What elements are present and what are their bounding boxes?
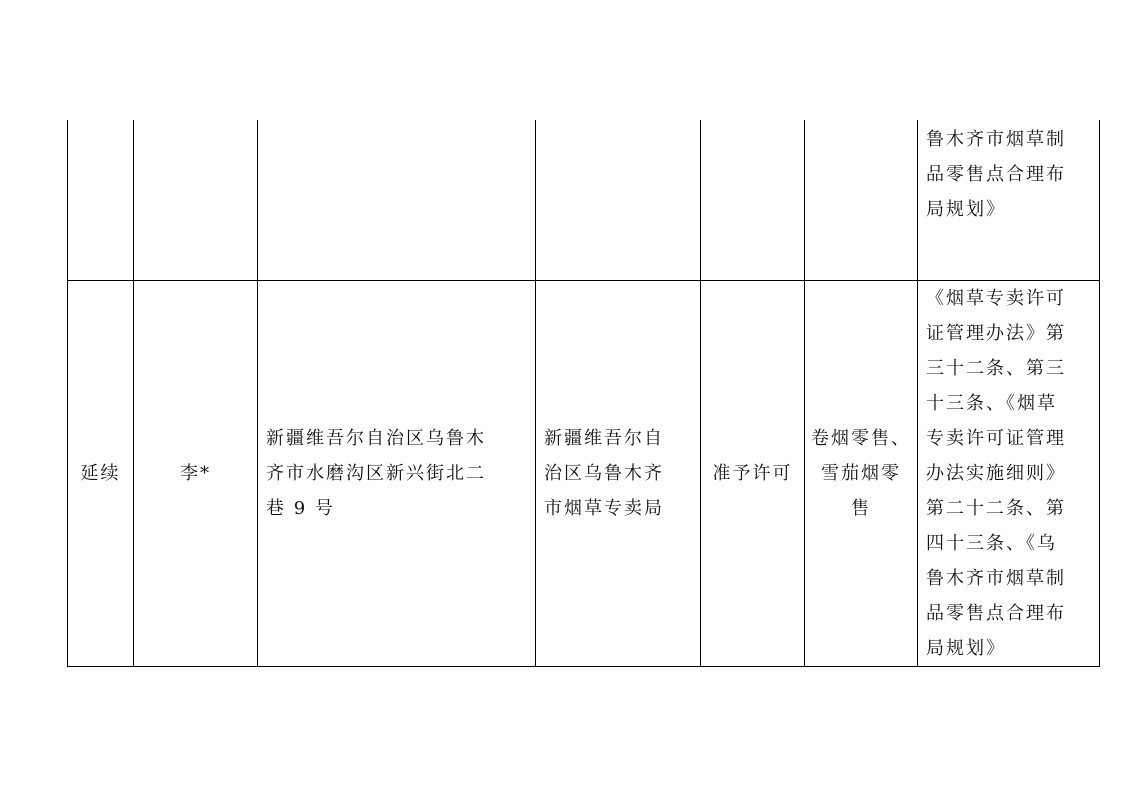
cell-basis (918, 280, 1100, 666)
basis-line: 办法实施细则》 (926, 462, 1066, 484)
cell-scope (805, 280, 918, 666)
basis-line: 证管理办法》第 (926, 322, 1066, 344)
address-line: 新疆维吾尔自治区乌鲁木 (266, 427, 486, 449)
basis-line: 品零售点合理布 (926, 602, 1066, 624)
basis-line: 局规划》 (926, 637, 1006, 659)
basis-line: 《烟草专卖许可 (926, 287, 1066, 309)
authority-line: 市烟草专卖局 (544, 497, 664, 519)
scope-line: 雪茄烟零 (821, 462, 901, 484)
cell-address (258, 280, 536, 666)
basis-line: 鲁木齐市烟草制 (926, 567, 1066, 589)
basis-line: 局规划》 (926, 199, 1006, 220)
cell-address-empty (258, 120, 536, 280)
cell-type: 延续 (68, 280, 134, 666)
cell-authority (536, 280, 701, 666)
basis-line: 三十二条、第三 (926, 357, 1066, 379)
cell-decision: 准予许可 (701, 280, 805, 666)
cell-scope-empty (805, 120, 918, 280)
cell-authority-empty (536, 120, 701, 280)
table-row (68, 280, 1100, 666)
authority-line: 新疆维吾尔自 (544, 427, 664, 449)
license-table-wrapper (67, 120, 1100, 667)
scope-line: 卷烟零售、 (811, 427, 911, 449)
basis-line: 第二十二条、第 (926, 497, 1066, 519)
basis-line: 鲁木齐市烟草制 (926, 129, 1066, 150)
basis-line: 十三条、《烟草 (926, 392, 1057, 414)
cell-basis-continued (918, 120, 1100, 280)
cell-decision-empty (701, 120, 805, 280)
address-line: 巷 9 号 (266, 497, 335, 519)
basis-line: 四十三条、《乌 (926, 532, 1057, 554)
license-table (67, 120, 1100, 667)
authority-line: 治区乌鲁木齐 (544, 462, 664, 484)
basis-line: 品零售点合理布 (926, 164, 1066, 185)
cell-name: 李* (134, 280, 258, 666)
cell-name-empty (134, 120, 258, 280)
basis-line: 专卖许可证管理 (926, 427, 1066, 449)
cell-type-empty (68, 120, 134, 280)
scope-line: 售 (851, 497, 871, 519)
table-row-continuation (68, 120, 1100, 280)
address-line: 齐市水磨沟区新兴街北二 (266, 462, 486, 484)
